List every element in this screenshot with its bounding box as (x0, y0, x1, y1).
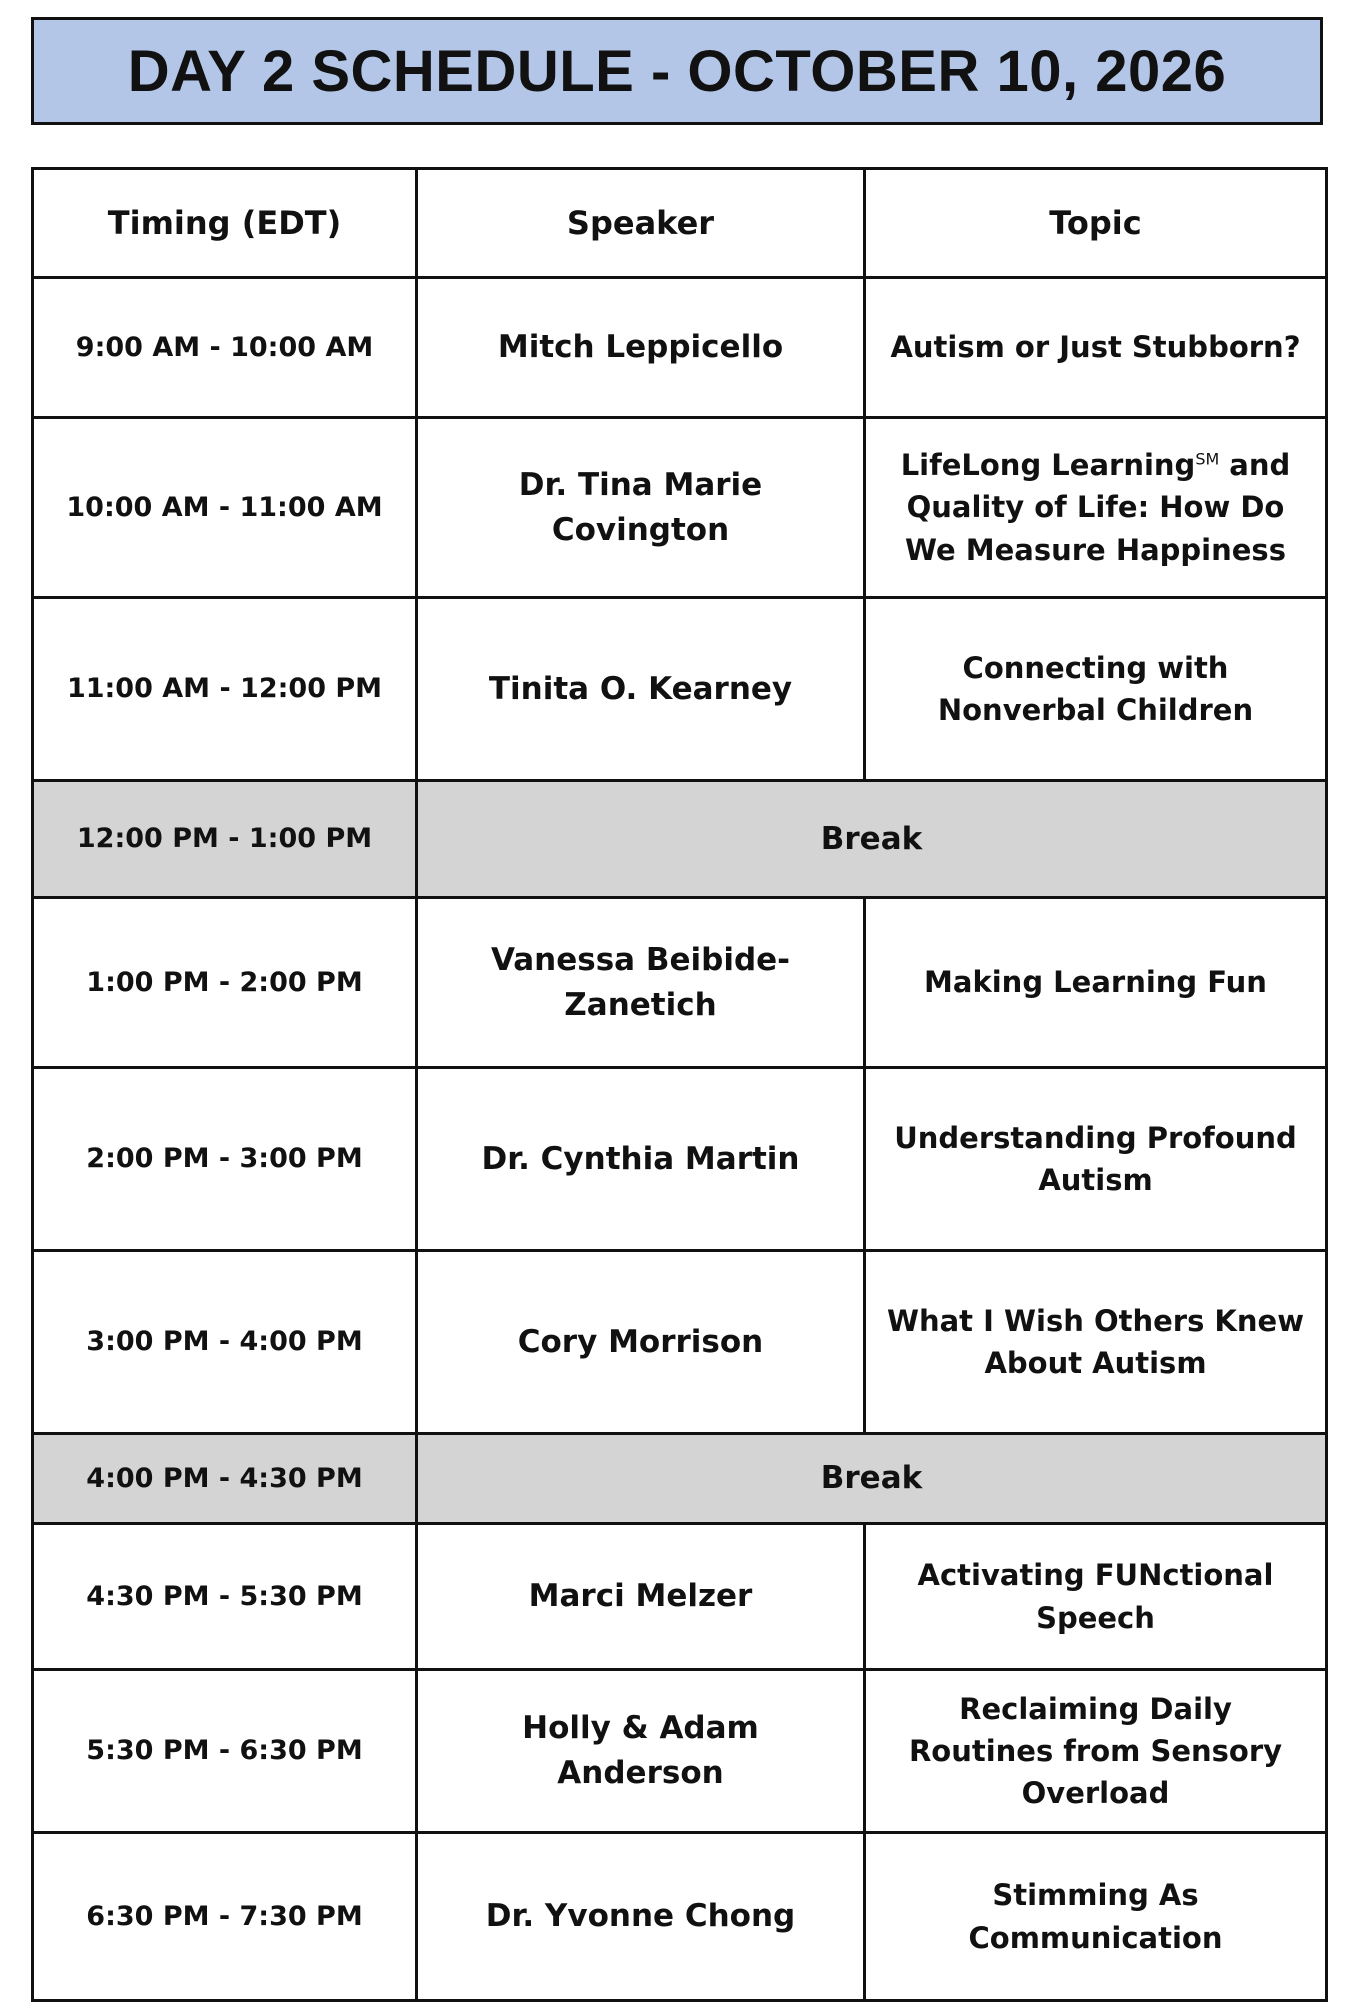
session-topic: Understanding Profound Autism (865, 1068, 1327, 1251)
session-speaker: Vanessa Beibide-Zanetich (417, 898, 865, 1068)
break-row (33, 781, 1327, 898)
session-speaker: Cory Morrison (417, 1251, 865, 1434)
session-speaker: Marci Melzer (417, 1524, 865, 1670)
session-speaker: Dr. Tina Marie Covington (417, 418, 865, 598)
session-time: 4:30 PM - 5:30 PM (33, 1524, 417, 1670)
break-label: Break (417, 1434, 1327, 1524)
session-time: 5:30 PM - 6:30 PM (33, 1670, 417, 1833)
session-topic: Stimming As Communication (865, 1833, 1327, 2001)
session-topic (865, 418, 1327, 598)
table-row (33, 278, 1327, 418)
header-timing: Timing (EDT) (33, 169, 417, 278)
schedule-table (31, 167, 1328, 2002)
table-row (33, 598, 1327, 781)
break-time: 4:00 PM - 4:30 PM (33, 1434, 417, 1524)
title-banner (31, 17, 1323, 125)
session-topic: Making Learning Fun (865, 898, 1327, 1068)
header-topic: Topic (865, 169, 1327, 278)
session-time: 11:00 AM - 12:00 PM (33, 598, 417, 781)
session-topic: What I Wish Others Knew About Autism (865, 1251, 1327, 1434)
topic-text: LifeLong Learning (900, 448, 1196, 483)
session-topic: Activating FUNctional Speech (865, 1524, 1327, 1670)
header-speaker: Speaker (417, 169, 865, 278)
table-row (33, 1068, 1327, 1251)
break-time: 12:00 PM - 1:00 PM (33, 781, 417, 898)
session-speaker: Mitch Leppicello (417, 278, 865, 418)
session-speaker: Dr. Yvonne Chong (417, 1833, 865, 2001)
session-time: 1:00 PM - 2:00 PM (33, 898, 417, 1068)
session-speaker: Tinita O. Kearney (417, 598, 865, 781)
table-row (33, 1251, 1327, 1434)
page-title: DAY 2 SCHEDULE - OCTOBER 10, 2026 (127, 38, 1227, 104)
session-speaker: Holly & Adam Anderson (417, 1670, 865, 1833)
session-topic: Connecting with Nonverbal Children (865, 598, 1327, 781)
table-row (33, 898, 1327, 1068)
session-time: 10:00 AM - 11:00 AM (33, 418, 417, 598)
session-time: 3:00 PM - 4:00 PM (33, 1251, 417, 1434)
topic-text: and Quality of Life: How Do We Measure Happiness (905, 448, 1291, 567)
table-row (33, 1670, 1327, 1833)
break-label: Break (417, 781, 1327, 898)
session-time: 6:30 PM - 7:30 PM (33, 1833, 417, 2001)
session-time: 2:00 PM - 3:00 PM (33, 1068, 417, 1251)
table-header-row (33, 169, 1327, 278)
table-row (33, 1833, 1327, 2001)
session-speaker: Dr. Cynthia Martin (417, 1068, 865, 1251)
session-topic: Autism or Just Stubborn? (865, 278, 1327, 418)
table-row (33, 418, 1327, 598)
session-topic: Reclaiming Daily Routines from Sensory Overload (865, 1670, 1327, 1833)
table-row (33, 1524, 1327, 1670)
session-time: 9:00 AM - 10:00 AM (33, 278, 417, 418)
service-mark: SM (1195, 449, 1220, 469)
break-row (33, 1434, 1327, 1524)
